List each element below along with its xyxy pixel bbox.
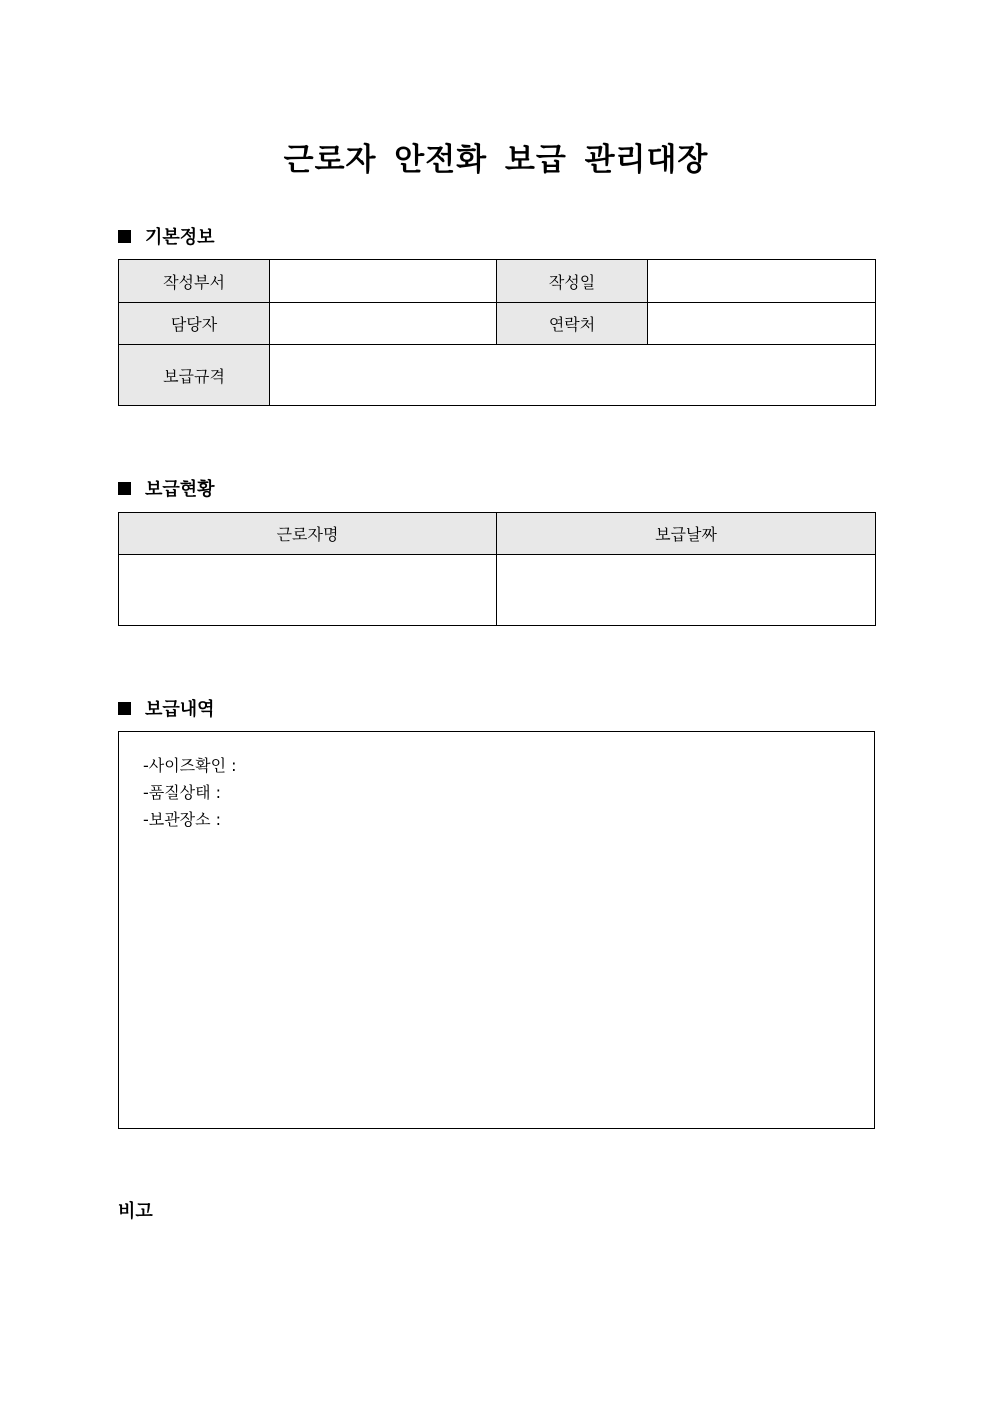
contact-label: 연락처 [497, 303, 648, 345]
section-title: 보급현황 [145, 479, 215, 500]
section-heading-supply-status [118, 475, 215, 501]
column-header-supply-date: 보급날짜 [497, 513, 876, 555]
basic-info-table [118, 259, 876, 406]
square-bullet-icon [118, 702, 131, 715]
square-bullet-icon [118, 482, 131, 495]
contact-field[interactable] [648, 303, 876, 345]
department-label: 작성부서 [119, 260, 270, 303]
quality-status-line: -품질상태 : [143, 783, 222, 802]
table-row [119, 260, 876, 303]
table-row [119, 303, 876, 345]
supply-details-box[interactable] [118, 731, 875, 1129]
worker-name-cell[interactable] [119, 555, 497, 626]
square-bullet-icon [118, 230, 131, 243]
date-label: 작성일 [497, 260, 648, 303]
table-row [119, 555, 876, 626]
storage-location-line: -보관장소 : [143, 810, 222, 829]
remarks-heading: 비고 [118, 1201, 153, 1222]
spec-field[interactable] [270, 345, 876, 406]
section-heading-supply-details [118, 695, 215, 721]
supply-details-lines [143, 752, 237, 833]
page-title: 근로자 안전화 보급 관리대장 [283, 142, 709, 178]
section-heading-basic-info [118, 223, 215, 249]
date-field[interactable] [648, 260, 876, 303]
table-header-row [119, 513, 876, 555]
manager-label: 담당자 [119, 303, 270, 345]
spec-label: 보급규격 [119, 345, 270, 406]
size-check-line: -사이즈확인 : [143, 756, 237, 775]
section-title: 기본정보 [145, 227, 215, 248]
supply-date-cell[interactable] [497, 555, 876, 626]
section-title: 보급내역 [145, 699, 215, 720]
supply-status-table [118, 512, 876, 626]
table-row [119, 345, 876, 406]
column-header-worker-name: 근로자명 [119, 513, 497, 555]
manager-field[interactable] [270, 303, 497, 345]
department-field[interactable] [270, 260, 497, 303]
